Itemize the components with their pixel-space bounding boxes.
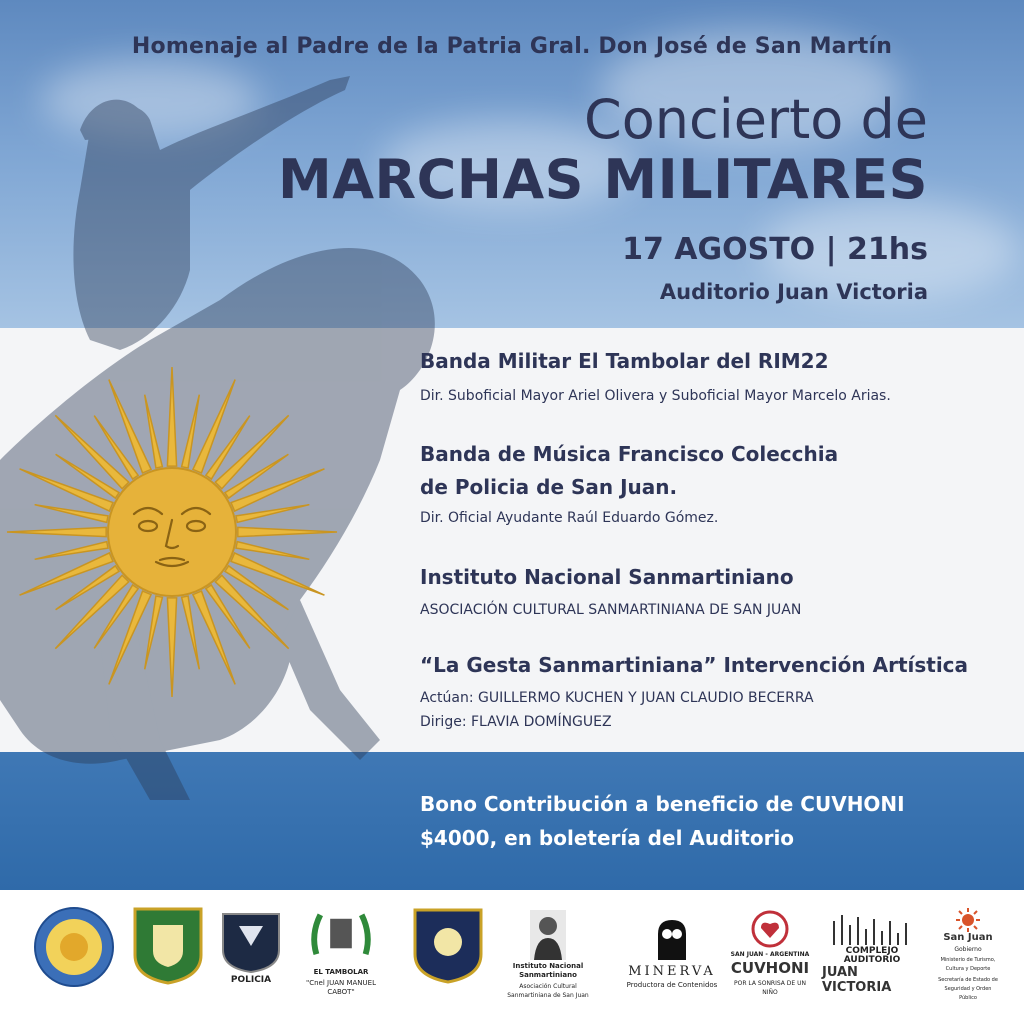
san-juan-sun-icon [956,908,980,932]
sun-ray [20,553,113,595]
san-juan-gov-logo [936,905,1000,1005]
program-item-title-2: de Policia de San Juan. [420,475,678,499]
program-item-2 [420,438,838,530]
sun-ray [225,566,288,610]
sun-ray [7,527,106,536]
policia-label: POLICIA [230,974,272,985]
contribution-line-1: Bono Contribución a beneficio de CUVHONI [420,792,905,816]
sun-ray [94,416,138,479]
complejo-label-2: JUAN VICTORIA [822,965,892,995]
tambolar-label: EL TAMBOLAR [313,968,369,976]
title-marchas: MARCHAS MILITARES [277,148,928,211]
program-item-title: Instituto Nacional Sanmartiniano [420,565,794,589]
complejo-label-1: COMPLEJO AUDITORIO [843,946,901,965]
sun-ray [193,380,235,473]
policia-logo [218,905,284,989]
banda-policia-logo [412,905,484,985]
sun-ray [167,367,176,466]
program-item-title: Banda de Música Francisco Colecchia [420,442,839,466]
organ-pipes-icon [828,911,916,945]
cuvhoni-sub: POR LA SONRISA DE UN NIÑO [734,979,806,996]
program-item-title: “La Gesta Sanmartiniana” Intervención Artística [420,653,969,677]
sun-ray [182,395,200,468]
sun-of-may-icon [2,362,342,702]
sun-ray [94,585,138,648]
event-date-time: 17 AGOSTO | 21hs [622,232,928,267]
cuvhoni-label: CUVHONI [730,958,810,977]
sun-ray [35,542,108,560]
shield-logo-1 [132,905,204,985]
sun-ray [20,469,113,511]
contribution-line-2: $4000, en boletería del Auditorio [420,826,795,850]
cuvhoni-seal-icon [751,910,789,948]
sun-ray [145,395,163,468]
minerva-logo [622,905,722,1001]
sun-ray [231,553,324,595]
event-venue: Auditorio Juan Victoria [659,280,928,304]
sun-ray [225,454,288,498]
minerva-owl-icon [652,916,692,964]
sun-seal-icon [33,906,115,988]
program-item-detail: Actúan: GUILLERMO KUCHEN Y JUAN CLAUDIO BECERRA [420,690,814,706]
sun-ray [182,596,200,669]
sun-ray [193,591,235,684]
tambolar-sub: "Cnel JUAN MANUEL CABOT" [306,979,376,996]
sun-ray [167,598,176,697]
program-item-3 [420,561,801,622]
sun-ray [35,505,108,523]
sun-ray [238,527,337,536]
program-item-title: Banda Militar El Tambolar del RIM22 [420,349,829,373]
cuvhoni-top: SAN JUAN - ARGENTINA [730,950,810,958]
contribution-notice [420,787,905,855]
complejo-logo [822,905,922,1001]
sun-ray [109,380,151,473]
sun-ray [206,416,250,479]
instituto-sub: Asociación Cultural Sanmartiniana de San Juan [507,983,589,999]
homage-line: Homenaje al Padre de la Patria Gral. Don José de San Martín [131,34,893,59]
program-item-detail: Dir. Suboficial Mayor Ariel Olivera y Suboficial Mayor Marcelo Arias. [420,388,891,404]
instituto-label: Instituto Nacional Sanmartiniano [512,962,584,979]
san-juan-ministry: Ministerio de Turismo, Cultura y Deporte [940,956,996,972]
san-juan-secretary: Secretaría de Estado de Seguridad y Orden Público [938,976,998,1001]
program-item-4 [420,649,968,734]
title-concierto: Concierto de [584,88,928,151]
program-item-detail: Dir. Oficial Ayudante Raúl Eduardo Gómez. [420,510,719,526]
program-item-detail: ASOCIACIÓN CULTURAL SANMARTINIANA DE SAN JUAN [420,602,802,618]
cuvhoni-logo [730,905,810,1001]
program-item-detail: Dirige: FLAVIA DOMÍNGUEZ [420,714,612,730]
laurel-emblem-icon [306,905,376,966]
san-juan-label: San Juan [943,931,993,943]
music-band-shield-icon [413,906,483,984]
sun-ray [145,596,163,669]
instituto-logo [504,905,592,1005]
sun-ray [206,585,250,648]
shield-icon [133,905,203,985]
sun-ray [236,542,309,560]
san-juan-sub: Gobierno [954,945,982,953]
police-shield-icon [219,910,283,974]
program-item-1 [420,345,891,408]
sun-ray [109,591,151,684]
sun-ray [231,469,324,511]
sun-ray [236,505,309,523]
minerva-label: MINERVA [628,964,716,979]
sun-ray [56,454,119,498]
tambolar-logo [296,905,386,997]
seal-logo-1 [32,905,116,989]
minerva-sub: Productora de Contenidos [626,981,718,989]
sun-ray [56,566,119,610]
san-martin-portrait-icon [530,910,566,960]
